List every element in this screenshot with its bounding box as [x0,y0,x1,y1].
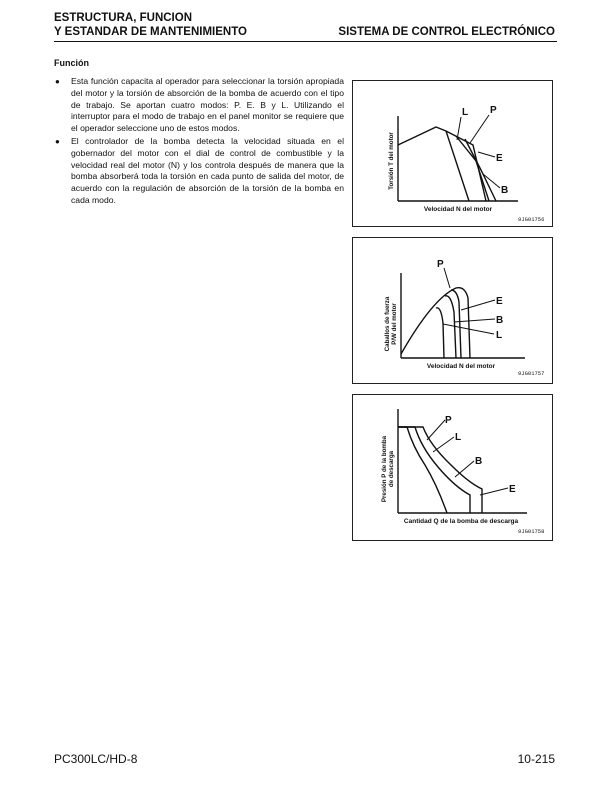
label-L: L [496,330,503,341]
pump-diagram [353,395,552,540]
footer-model: PC300LC/HD-8 [54,752,138,766]
leader-L [457,117,461,140]
bullet-dot-icon: ● [55,136,60,146]
header-rule [54,41,557,42]
header-section: SISTEMA DE CONTROL ELECTRÓNICO [338,26,555,38]
label-E: E [496,296,503,307]
curve-B [445,296,456,358]
leader-B [455,461,474,477]
curve-B [465,139,496,201]
bullet-item [54,136,344,207]
section-title: Función [54,58,89,68]
figure-torque [352,80,553,227]
leader-P [427,420,445,440]
figure-code: 9JG01757 [518,370,545,377]
label-L: L [462,107,469,118]
y-axis-label-line1: Caballos de fuerza [384,296,391,352]
label-P: P [445,415,452,426]
leader-E [478,152,495,157]
horsepower-diagram [353,238,552,383]
label-E: E [509,484,516,495]
label-B: B [501,185,509,196]
label-E: E [496,153,503,164]
bullet-list [54,76,344,208]
header-title-line1: ESTRUCTURA, FUNCION [54,12,192,24]
torque-diagram [353,81,552,226]
header-title-line2: Y ESTANDAR DE MANTENIMIENTO [54,25,247,38]
bullet-text: El controlador de la bomba detecta la velocidad situada en el gobernador del motor con el dial de control de combustible y la velocidad real del motor (N) y los controla después de manera que la bomba absorberá toda la torsión en cada punto de salida del motor, de acuerdo con la regulación de absorción de la torsión de la bomba en cada modo. [71,135,344,205]
y-axis-label-line2: P/W del motor [391,303,398,345]
label-B: B [496,315,504,326]
figure-code: 9JG01756 [518,216,545,223]
label-P: P [490,105,497,116]
x-axis-label: Velocidad N del motor [423,206,493,213]
x-axis-label: Cantidad Q de la bomba de descarga [403,518,519,525]
y-axis-label: Torsión T del motor [388,132,395,190]
leader-P [444,268,450,288]
label-B: B [475,456,483,467]
x-axis-label: Velocidad N del motor [426,363,496,370]
bullet-dot-icon: ● [55,77,60,86]
header-title [54,12,247,39]
leader-E [480,488,508,495]
bullet-text: Esta función capacita al operador para seleccionar la torsión apropiada del motor y la torsión de absorción de la bomba de acuerdo con el tipo de trabajo. Se aportan cuatro modos: P. E. B y L. Utilizando el interruptor para el modo de trabajo en el panel monitor se requiere que el operador seleccione uno de estos modos. [71,76,344,134]
figure-pump [352,394,553,541]
label-P: P [437,259,444,270]
y-axis-label-line2: de descarga [388,450,395,488]
label-L: L [455,432,462,443]
leader-E [461,300,495,310]
figure-horsepower [352,237,553,384]
curve-L [436,308,444,358]
leader-L [433,437,454,452]
y-axis-label-line1: Presión P de la bomba [381,435,388,503]
bullet-item [54,76,344,135]
footer-page-number: 10-215 [517,752,555,766]
curve-inner [398,427,447,513]
leader-P [470,115,489,143]
figure-code: 9JG01758 [518,528,545,535]
